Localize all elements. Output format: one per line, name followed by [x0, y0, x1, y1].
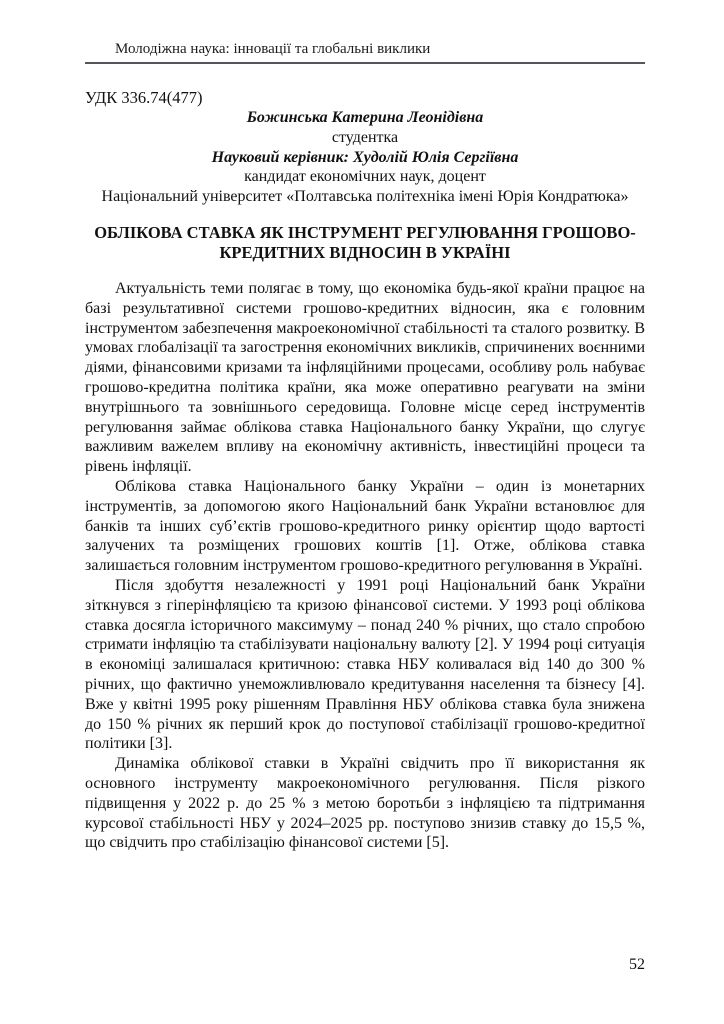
paragraph-history-1991-1995: Після здобуття незалежності у 1991 році Національний банк України зіткнувся з гіперінфляцією та кризою фінансової системи. У 1993 році облікова ставка досягла історичного максимуму – понад 240 % річних, що стало спробою стримати інфляцію та стабілізувати національну валюту [2]. У 1994 році ситуація в економіці залишалася критичною: ставка НБУ коливалася від 140 до 300 % річних, що фактично унеможливлювало кредитування населення та бізнесу [4]. Вже у квітні 1995 року рішенням Правління НБУ облікова ставка була знижена до 150 % річних як перший крок до поступової стабілізації грошово-кредитної політики [3].: [85, 576, 645, 753]
running-header: [85, 40, 645, 64]
author-name: Божинська Катерина Леонідівна: [246, 109, 484, 126]
udc-code: УДК 336.74(477): [85, 88, 203, 107]
page-number: 52: [629, 956, 645, 973]
article-content: [85, 88, 645, 853]
paragraph-discount-rate-definition: Облікова ставка Національного банку України – один із монетарних інструментів, за допомогою якого Національний банк України встановлює для банків та інших суб’єктів грошово-кредитного ринку орієнтир щодо вартості залучених та розміщених грошових коштів [1]. Отже, облікова ставка залишається головним інструментом грошово-кредитного регулювання в Україні.: [85, 477, 645, 575]
affiliation: Національний університет «Полтавська політехніка імені Юрія Кондратюка»: [101, 188, 629, 206]
advisor-name: Науковий керівник: Худолій Юлія Сергіївна: [211, 148, 519, 166]
paragraph-dynamics-2022-2025: Динаміка облікової ставки в Україні свідчить про її використання як основного інструменту макроекономічного регулювання. Після різкого підвищення у 2022 р. до 25 % з метою боротьби з інфляцією та підтримання курсової стабільності НБУ у 2024–2025 рр. поступово знизив ставку до 15,5 %, що свідчить про стабілізацію фінансової системи [5].: [85, 755, 645, 852]
advisor-degree: кандидат економічних наук, доцент: [244, 168, 486, 186]
author-role: студентка: [331, 128, 399, 146]
byline-block: [85, 108, 645, 207]
paragraph-actuality: Актуальність теми полягає в тому, що економіка будь-якої країни працює на базі результативної системи грошово-кредитних відносин, яка є головним інструментом забезпечення макроекономічної стабільності та сталого розвитку. В умовах глобалізації та загострення економічних викликів, спричинених воєнними діями, фінансовими кризами та інфляційними процесами, особливу роль набуває грошово-кредитна політика країни, яка може оперативно реагувати на зміни внутрішнього та зовнішнього середовища. Головне місце серед інструментів регулювання займає облікова ставка Національного банку України, що слугує важливим важелем впливу на економічну активність, інвестиційні процеси та рівень інфляції.: [85, 279, 645, 476]
running-header-title: Молодіжна наука: інновації та глобальні виклики: [115, 41, 431, 57]
article-title: ОБЛІКОВА СТАВКА ЯК ІНСТРУМЕНТ РЕГУЛЮВАННЯ ГРОШОВО-КРЕДИТНИХ ВІДНОСИН В УКРАЇНІ: [94, 222, 636, 263]
article-body: [85, 279, 645, 853]
